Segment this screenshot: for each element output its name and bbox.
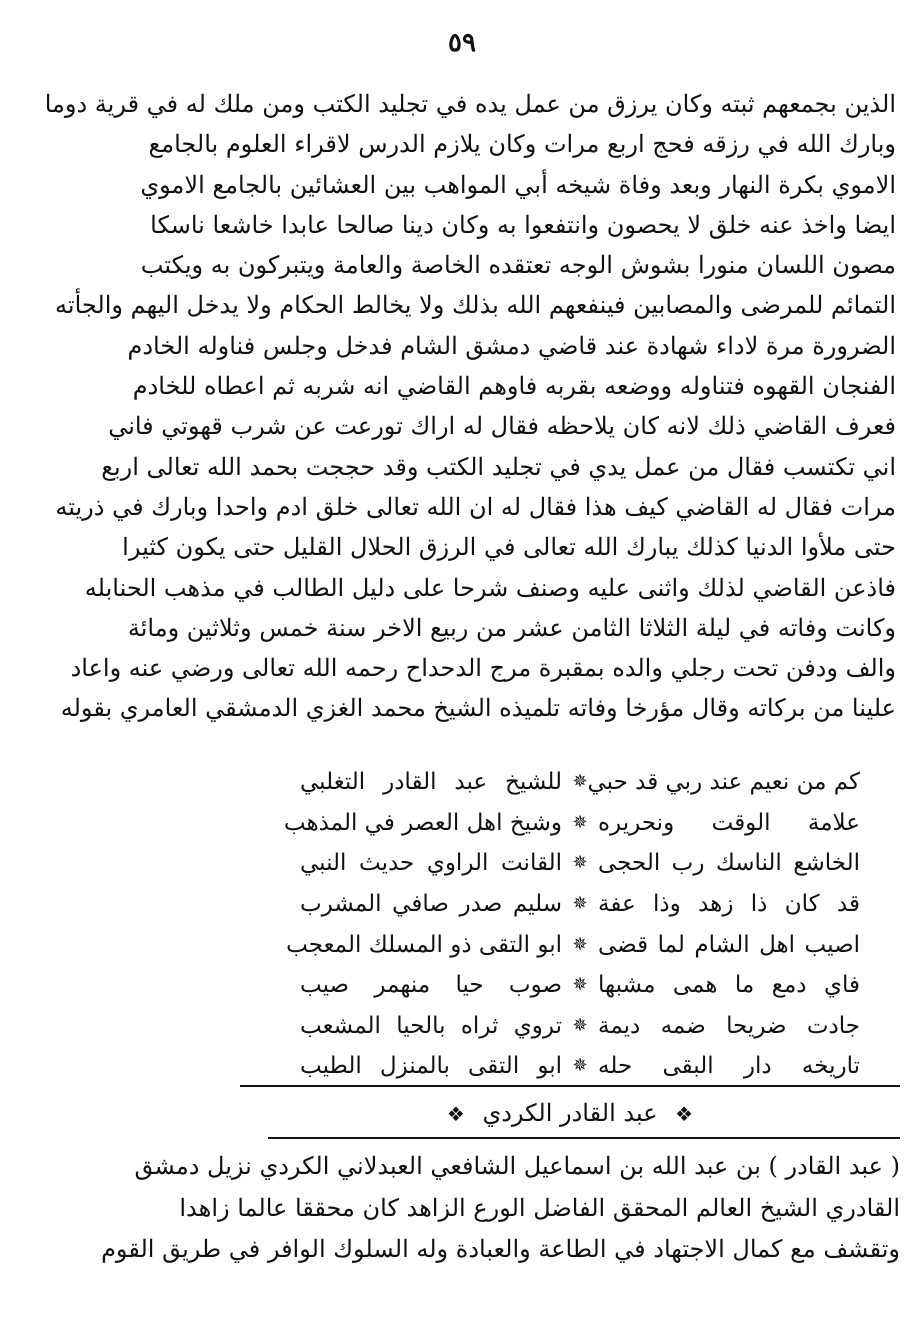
second-hemistich: سليم صدر صافي المشرب	[300, 891, 562, 918]
first-hemistich: قد كان ذا زهد وذا عفة	[598, 891, 860, 918]
star-separator-icon: ✵	[572, 974, 588, 996]
text-line: اني تكتسب فقال من عمل يدي في تجليد الكتب وقد حججت بحمد الله تعالى اربع	[101, 452, 896, 481]
heading-title: عبد القادر الكردي	[482, 1099, 658, 1127]
star-separator-icon: ✵	[572, 852, 588, 874]
entry-text	[101, 1146, 900, 1271]
text-line: التمائم للمرضى والمصابين فينفعهم الله بذلك ولا يخالط الحكام ولا يدخل اليهم والجأته	[55, 291, 896, 320]
text-line: وكانت وفاته في ليلة الثلاثا الثامن عشر من ربيع الاخر سنة خمس وثلاثين ومائة	[127, 613, 896, 642]
first-hemistich: جادت ضريحا ضمه ديمة	[598, 1012, 860, 1039]
page-number: ٥٩	[448, 28, 476, 58]
star-separator-icon: ✵	[572, 933, 588, 955]
section-divider	[268, 1137, 900, 1139]
text-line: فعرف القاضي ذلك لانه كان يلاحظه فقال له اراك تورعت عن شرب قهوتي فاني	[108, 412, 896, 441]
second-hemistich: للشيخ عبد القادر التغلبي	[300, 769, 562, 796]
text-line: وبارك الله في رزقه فحج اربع مرات وكان يلازم الدرس لاقراء العلوم بالجامع	[148, 130, 896, 159]
text-line: فاذعن القاضي لذلك واثنى عليه وصنف شرحا على دليل الطالب في مذهب الحنابله	[84, 573, 896, 602]
second-hemistich: القانت الراوي حديث النبي	[300, 850, 562, 877]
section-divider	[240, 1085, 900, 1087]
text-line: علينا من بركاته وقال مؤرخا وفاته تلميذه الشيخ محمد الغزي الدمشقي العامري بقوله	[60, 694, 896, 723]
first-hemistich: كم من نعيم عند ربي قد حبي	[587, 769, 860, 796]
star-separator-icon: ✵	[572, 893, 588, 915]
section-heading	[240, 1093, 900, 1134]
poem-verse	[300, 965, 860, 1006]
second-hemistich: تروي ثراه بالحيا المشعب	[300, 1012, 562, 1039]
first-hemistich: الخاشع الناسك رب الحجى	[598, 850, 860, 877]
first-hemistich: اصيب اهل الشام لما قضى	[598, 931, 860, 958]
text-line: وتقشف مع كمال الاجتهاد في الطاعة والعبادة وله السلوك الوافر في طريق القوم	[101, 1235, 900, 1263]
elegy-poem	[283, 762, 860, 1087]
text-line: ايضا واخذ عنه خلق لا يحصون وانتفعوا به وكان دينا صالحا عابدا خاشعا ناسكا	[150, 210, 896, 239]
first-hemistich: فاي دمع ما همى مشبها	[598, 972, 860, 999]
text-line: مصون اللسان منورا بشوش الوجه تعتقده الخاصة والعامة ويتبركون به ويكتب	[140, 251, 896, 280]
star-separator-icon: ✵	[572, 1055, 588, 1077]
poem-verse	[283, 803, 860, 844]
text-line: الاموي بكرة النهار وبعد وفاة شيخه أبي المواهب بين العشائين بالجامع الاموي	[140, 170, 896, 199]
star-separator-icon: ✵	[572, 771, 588, 793]
text-line: مرات فقال له القاضي كيف هذا فقال له ان الله تعالى خلق ادم واحدا وبارك في ذريته	[55, 492, 896, 521]
ornament-icon: ❖	[675, 1102, 694, 1126]
poem-verse	[300, 843, 860, 884]
poem-verse	[300, 762, 860, 803]
poem-verse	[300, 884, 860, 925]
text-line: القادري الشيخ العالم المحقق الفاضل الورع الزاهد كان محققا عالما زاهدا	[179, 1193, 900, 1222]
ornament-icon: ❖	[446, 1102, 465, 1126]
star-separator-icon: ✵	[572, 811, 588, 833]
text-line: الفنجان القهوه فتناوله ووضعه بقربه فاوهم القاضي انه شربه ثم اعطاه للخادم	[132, 372, 896, 401]
text-line: ( عبد القادر ) بن عبد الله بن اسماعيل الشافعي العبدلاني الكردي نزيل دمشق	[134, 1152, 900, 1180]
star-separator-icon: ✵	[572, 1014, 588, 1036]
text-line: والف ودفن تحت رجلي والده بمقبرة مرج الدحداح رحمه الله تعالى ورضي عنه واعاد	[70, 654, 896, 683]
second-hemistich: صوب حيا منهمر صيب	[300, 972, 562, 999]
biography-text	[44, 84, 896, 729]
poem-verse	[286, 924, 860, 965]
second-hemistich: ابو التقى بالمنزل الطيب	[300, 1053, 562, 1080]
second-hemistich: ابو التقى ذو المسلك المعجب	[286, 931, 562, 958]
first-hemistich: علامة الوقت ونحريره	[598, 809, 860, 836]
first-hemistich: تاريخه دار البقى حله	[598, 1053, 860, 1080]
poem-verse	[300, 1046, 860, 1087]
text-line: حتى ملأوا الدنيا كذلك يبارك الله تعالى في الرزق الحلال القليل حتى يكون كثيرا	[122, 533, 896, 562]
poem-verse	[300, 1006, 860, 1047]
text-line: الضرورة مرة لاداء شهادة عند قاضي دمشق الشام فدخل وجلس فناوله الخادم	[127, 331, 896, 360]
text-line: الذين بجمعهم ثبته وكان يرزق من عمل يده في تجليد الكتب ومن ملك له في قرية دوما	[44, 90, 896, 118]
second-hemistich: وشيخ اهل العصر في المذهب	[283, 809, 562, 836]
